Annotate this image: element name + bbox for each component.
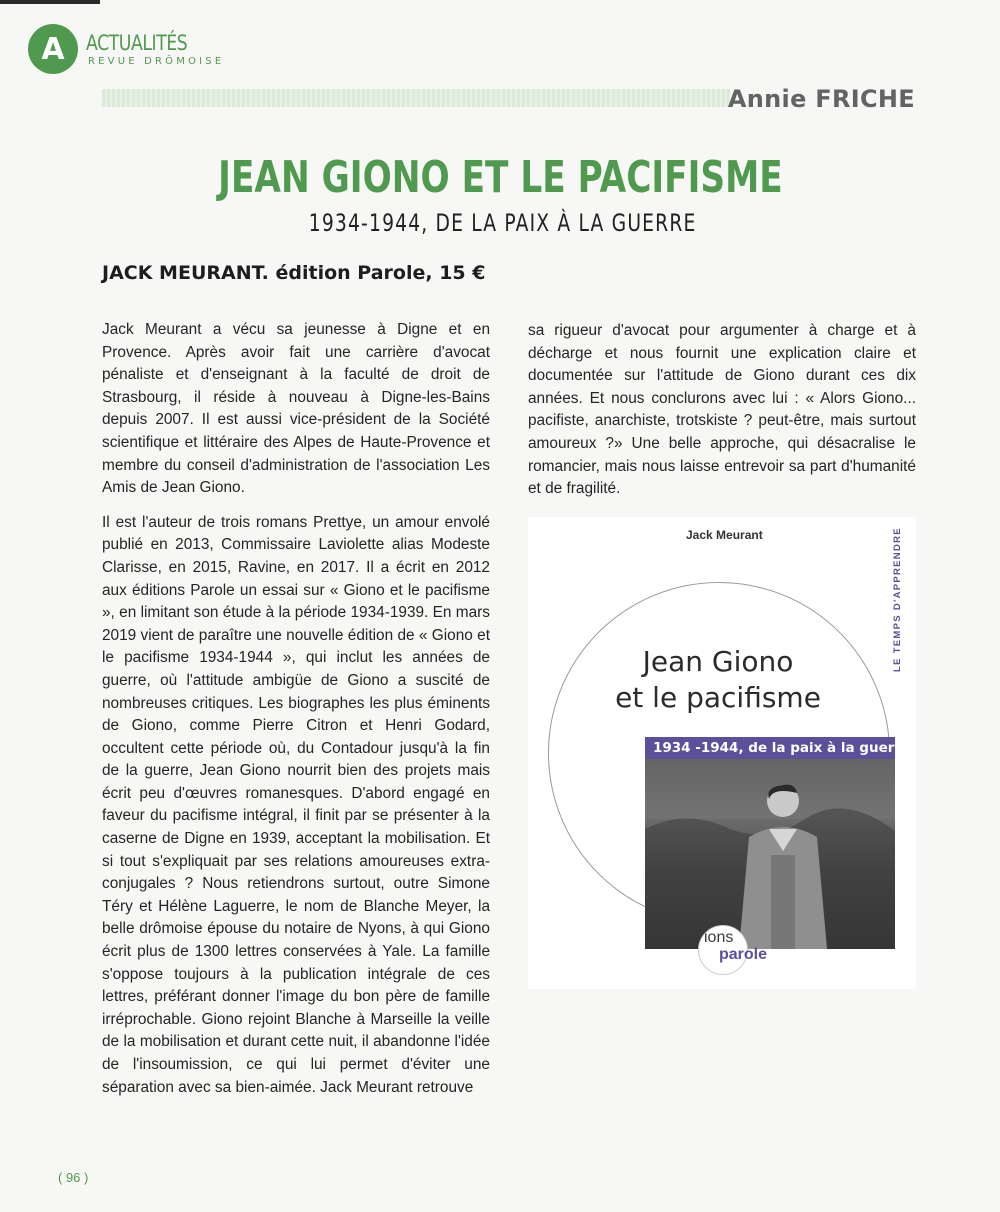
cover-title-line: et le pacifisme <box>615 681 821 714</box>
article-paragraph: sa rigueur d'avocat pour argumenter à charge et à décharge et nous fournit une explication claire et documentée sur l'attitude de Giono durant ces dix années. Et nous conclurons avec lui : « Alors Giono... pacifiste, anarchiste, trotskiste ? peut-être, mais surtout amoureux ?» Une belle approche, qui désacralise le romancier, mais nous laisse entrevoir sa part d'humanité et de fragilité. <box>528 322 916 498</box>
cover-collection-name: LE TEMPS D'APPRENDRE <box>892 527 903 673</box>
book-byline: JACK MEURANT. édition Parole, 15 € <box>102 262 486 284</box>
portrait-figure <box>645 759 895 949</box>
publisher-text-top: ions <box>704 929 734 946</box>
logo-letter: A <box>41 31 65 67</box>
top-rule <box>0 0 100 4</box>
article-column-left <box>102 319 490 1111</box>
article-title: JEAN GIONO ET LE PACIFISME <box>218 152 783 203</box>
cover-title-line: Jean Giono <box>642 645 794 678</box>
article-subtitle: 1934-1944, DE LA PAIX À LA GUERRE <box>308 209 697 237</box>
cover-date-band: 1934 -1944, de la paix à la guerre <box>645 737 895 759</box>
cover-portrait-photo <box>645 759 895 949</box>
article-paragraph: Jack Meurant a vécu sa jeunesse à Digne et en Provence. Après avoir fait une carrière d'avocat pénaliste et d'enseignant à la faculté de droit de Strasbourg, il réside à nouveau à Digne-les-Bains depuis 2007. Il est aussi vice-président de la Société scientifique et littéraire des Alpes de Haute-Provence et membre du conseil d'administration de l'association Les Amis de Jean Giono. <box>102 321 490 497</box>
publisher-text-bottom: parole <box>719 946 768 963</box>
cover-author: Jack Meurant <box>686 528 763 542</box>
book-cover-image <box>528 517 916 989</box>
article-paragraph: Il est l'auteur de trois romans Prettye, un amour envolé publié en 2013, Commissaire Laviolette alias Modeste Clarisse, en 2015, Ravine, en 2017. Il a écrit en 2012 aux éditions Parole un essai sur « Giono et le pacifisme », en limitant son étude à la période 1934-1939. En mars 2019 vient de paraître une nouvelle édition de « Giono et le pacifisme 1934-1944 », qui inclut les années de guerre, où l'attitude ambigüe de Giono a suscité de nombreuses critiques. Les biographes les plus éminents de Giono, comme Pierre Citron et Henri Godard, occultent cette période où, du Contadour jusqu'à la fin de la guerre, Jean Giono nourrit bien des projets mais écrit peu d'œuvres romanesques. D'abord engagé en faveur du pacifisme intégral, il finit par se présenter à la caserne de Digne en 1939, acceptant la mobilisation. Et si tout s'expliquait par ses relations amoureuses extra-conjugales ? Nous retiendrons surtout, outre Simone Téry et Hélène Laguerre, le nom de Blanche Meyer, la belle drômoise épouse du notaire de Nyons, à qui Giono écrit plus de 1300 lettres conservées à Yale. La famille s'oppose toujours à la publication intégrale de ces lettres, préférant donner l'image du bon père de famille irréprochable. Giono rejoint Blanche à Marseille la veille de la mobilisation et durant cette nuit, il abandonne l'idée de l'insoumission, ce qui lui permet d'éviter une séparation avec sa bien-aimée. Jack Meurant retrouve <box>102 513 490 1096</box>
cover-title <box>568 644 868 716</box>
page-number: ( 96 ) <box>58 1170 89 1185</box>
header-decorative-bar <box>102 89 730 107</box>
article-author: Annie FRICHE <box>727 85 915 113</box>
article-column-right <box>528 320 916 513</box>
section-subtitle: REVUE DRÔMOISE <box>88 56 225 67</box>
section-logo <box>28 24 78 74</box>
section-title: ACTUALITÉS <box>86 31 188 55</box>
